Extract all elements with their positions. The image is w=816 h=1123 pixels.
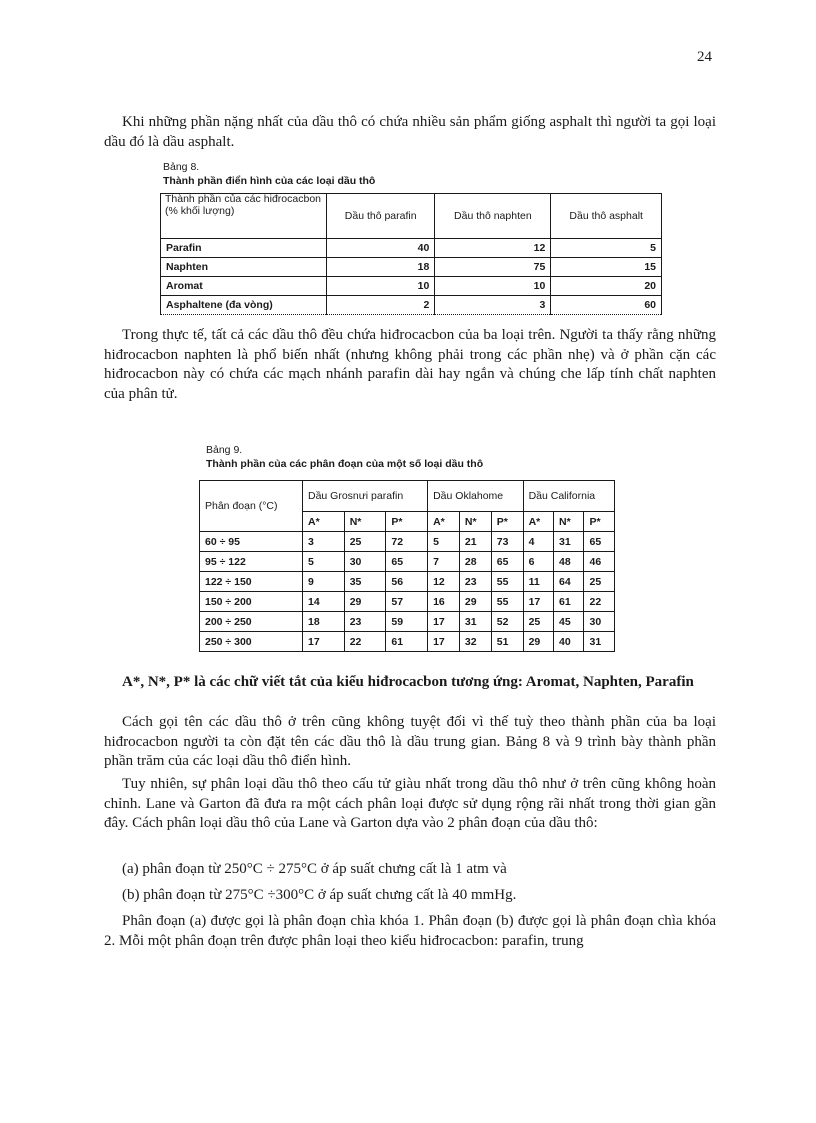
table9-cell: 25 [523,612,553,632]
paragraph-fraction-a: (a) phân đoạn từ 250°C ÷ 275°C ở áp suất chưng cất là 1 atm và [122,861,507,877]
table8-body [161,239,662,315]
table8-title: Thành phần điển hình của các loại dầu thô [163,175,376,187]
table8-header-cell: Dầu thô naphten [435,194,551,239]
table9-subheader: N* [459,512,491,532]
table9-cell: 73 [491,532,523,552]
table9-row [200,612,615,632]
table9-cell: 25 [584,572,615,592]
table9-caption [206,443,483,471]
abbreviation-note: A*, N*, P* là các chữ viết tắt của kiểu hiđrocacbon tương ứng: Aromat, Naphten, Parafin [122,674,694,690]
table9-subheader: P* [386,512,428,532]
table9-subheader: A* [303,512,345,532]
table9-cell: 64 [554,572,584,592]
table9-cell: 22 [584,592,615,612]
table9-cell: 31 [584,632,615,652]
paragraph-fraction-b: (b) phân đoạn từ 275°C ÷300°C ở áp suất chưng cất là 40 mmHg. [122,887,517,903]
table9-cell: 29 [344,592,386,612]
table9-cell: 21 [459,532,491,552]
table9-cell: 23 [344,612,386,632]
table9-cell: 65 [584,532,615,552]
table9-cell: 11 [523,572,553,592]
table-8 [160,193,662,315]
table9-row-label: 95 ÷ 122 [200,552,303,572]
table9-cell: 17 [303,632,345,652]
table9-cell: 48 [554,552,584,572]
paragraph-asphalt: Khi những phần nặng nhất của dầu thô có chứa nhiều sản phẩm giống asphalt thì người ta gọi loại dầu đó là dầu asphalt. [104,114,716,150]
table9-subheader: P* [584,512,615,532]
table9-cell: 28 [459,552,491,572]
table8-row-label: Asphaltene (đa vòng) [161,296,327,315]
table8-label: Bảng 8. [163,161,200,173]
table9-cell: 72 [386,532,428,552]
table8-caption [163,160,375,188]
table9-cell: 5 [428,532,460,552]
table8-row-label: Parafin [161,239,327,258]
table9-row [200,572,615,592]
table8-row-label: Aromat [161,277,327,296]
table9-cell: 9 [303,572,345,592]
paragraph-key-fractions: Phân đoạn (a) được gọi là phân đoạn chìa khóa 1. Phân đoạn (b) được gọi là phân đoạn chìa khóa 2. Mỗi một phân đoạn trên được phân loại theo kiểu hiđrocacbon: parafin, trung [104,913,716,949]
table9-row-label: 150 ÷ 200 [200,592,303,612]
table9-group-header: Dầu Grosnưi parafin [303,481,428,512]
paragraph-lane-garton: Tuy nhiên, sự phân loại dầu thô theo cấu tử giàu nhất trong dầu thô như ở trên cũng không hoàn chỉnh. Lane và Garton đã đưa ra một cách phân loại được sử dụng rộng rãi nhất trong thời gian gần đây. Cách phân loại dầu thô của Lane và Garton dựa vào 2 phân đoạn của dầu thô: [104,776,716,831]
table9-cell: 23 [459,572,491,592]
table9-cell: 29 [523,632,553,652]
table9-cell: 61 [386,632,428,652]
table8-cell: 75 [435,258,551,277]
table8-cell: 20 [551,277,662,296]
table9-cell: 30 [584,612,615,632]
table9-cell: 4 [523,532,553,552]
table9-subheader: A* [428,512,460,532]
table9-body [200,532,615,652]
table9-cell: 5 [303,552,345,572]
table8-header-cell: Thành phần của các hiđrocacbon (% khối lượng) [161,194,327,239]
table9-cell: 31 [554,532,584,552]
table9-cell: 17 [428,612,460,632]
table9-row [200,532,615,552]
table9-cell: 25 [344,532,386,552]
table8-cell: 10 [327,277,435,296]
page-number: 24 [697,49,712,65]
table9-cell: 56 [386,572,428,592]
table9-row [200,632,615,652]
table9-cell: 12 [428,572,460,592]
table9-row-label: 200 ÷ 250 [200,612,303,632]
table8-cell: 3 [435,296,551,315]
table9-cell: 59 [386,612,428,632]
table8-cell: 18 [327,258,435,277]
table9-group-row [200,481,615,512]
table9-cell: 18 [303,612,345,632]
table8-header-row [161,194,662,239]
table9-row-label: 250 ÷ 300 [200,632,303,652]
table9-cell: 3 [303,532,345,552]
table8-cell: 60 [551,296,662,315]
table9-cell: 22 [344,632,386,652]
table9-cell: 31 [459,612,491,632]
table9-subheader: N* [344,512,386,532]
table9-row-label: 122 ÷ 150 [200,572,303,592]
table8-row-label: Naphten [161,258,327,277]
table9-cell: 55 [491,572,523,592]
table9-cell: 7 [428,552,460,572]
table8-cell: 10 [435,277,551,296]
table8-row [161,277,662,296]
table9-subheader: N* [554,512,584,532]
table8-cell: 12 [435,239,551,258]
table8-row [161,296,662,315]
table9-cell: 51 [491,632,523,652]
table9-subheader: P* [491,512,523,532]
table9-cell: 45 [554,612,584,632]
paragraph-intermediate: Cách gọi tên các dầu thô ở trên cũng không tuyệt đối vì thế tuỳ theo thành phần của ba loại hiđrocacbon người ta còn đặt tên các dầu thô là dầu trung gian. Bảng 8 và 9 trình bày thành phần phần trăm của các loại dầu thô điển hình. [104,714,716,769]
table9-cell: 61 [554,592,584,612]
table9-cell: 35 [344,572,386,592]
table9-row [200,552,615,572]
table8-row [161,258,662,277]
table9-row-header: Phân đoạn (°C) [200,481,303,532]
table9-label: Bảng 9. [206,444,243,456]
table8-cell: 5 [551,239,662,258]
table9-group-header: Dầu California [523,481,614,512]
table8-header-cell: Dầu thô asphalt [551,194,662,239]
table9-cell: 57 [386,592,428,612]
table9-cell: 14 [303,592,345,612]
paragraph-hydrocarbons: Trong thực tế, tất cả các dầu thô đều chứa hiđrocacbon của ba loại trên. Người ta thấy rằng những hiđrocacbon naphten là phổ biến nhất (nhưng không phải trong các phần nhẹ) và ở phần cặn các hiđrocacbon này có chứa các mạch nhánh parafin dài hay ngắn và chúng che lấp tính chất naphten của phân tử. [104,327,716,402]
table9-cell: 30 [344,552,386,572]
table9-cell: 16 [428,592,460,612]
table8-cell: 40 [327,239,435,258]
table9-row [200,592,615,612]
table9-cell: 52 [491,612,523,632]
table9-cell: 29 [459,592,491,612]
table9-cell: 6 [523,552,553,572]
table8-cell: 2 [327,296,435,315]
table8-cell: 15 [551,258,662,277]
table9-subheader: A* [523,512,553,532]
table-9 [199,480,615,652]
table9-cell: 65 [386,552,428,572]
table9-cell: 17 [523,592,553,612]
table9-cell: 46 [584,552,615,572]
table9-cell: 65 [491,552,523,572]
table8-row [161,239,662,258]
table9-title: Thành phần của các phân đoạn của một số loại dầu thô [206,458,484,470]
table9-cell: 40 [554,632,584,652]
table9-cell: 32 [459,632,491,652]
table8-header-cell: Dầu thô parafin [327,194,435,239]
table9-row-label: 60 ÷ 95 [200,532,303,552]
table9-cell: 17 [428,632,460,652]
table9-group-header: Dầu Oklahome [428,481,523,512]
table9-cell: 55 [491,592,523,612]
